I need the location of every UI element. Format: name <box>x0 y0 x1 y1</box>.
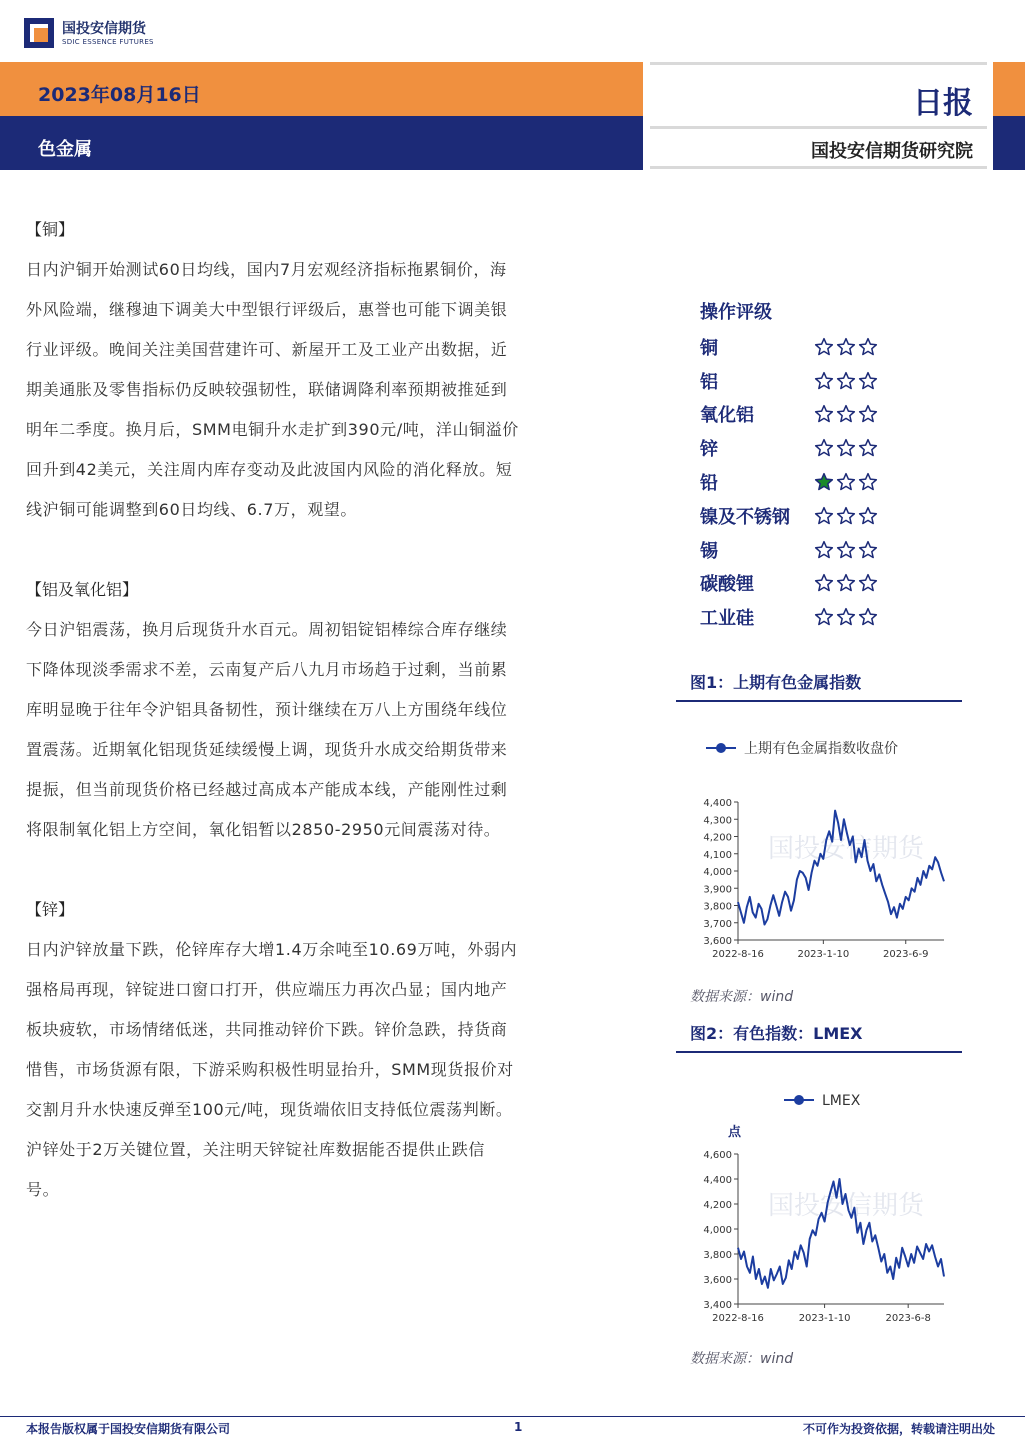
paragraph-line: 回升到42美元，关注周内库存变动及此波国内风险的消化释放。短 <box>26 460 513 479</box>
rating-row <box>674 364 964 398</box>
x-tick-label: 2022-8-16 <box>712 1313 764 1324</box>
rating-row <box>674 398 964 432</box>
logo-text-cn: 国投安信期货 <box>62 21 146 37</box>
x-tick-label: 2023-6-8 <box>885 1313 931 1324</box>
x-tick-label: 2023-6-9 <box>883 949 929 960</box>
y-axis-label: 点 <box>728 1125 742 1140</box>
star-outline-icon <box>836 438 856 458</box>
rating-commodity: 铜 <box>700 337 718 359</box>
chart-legend <box>706 740 898 757</box>
figure-1-source: 数据来源：wind <box>690 989 794 1005</box>
doc-type-title: 日报 <box>913 86 973 121</box>
section-gap <box>26 850 611 890</box>
report-date: 2023年08月16日 <box>38 84 201 106</box>
series-line <box>738 811 944 925</box>
rating-commodity: 锡 <box>700 540 718 562</box>
company-logo <box>24 16 174 54</box>
star-outline-icon <box>858 573 878 593</box>
header-corner-orange <box>993 62 1025 116</box>
rating-stars <box>814 506 878 526</box>
rating-row <box>674 567 964 601</box>
paragraph-line: 库明显晚于往年令沪铝具备韧性，预计继续在万八上方围绕年线位 <box>26 700 508 719</box>
paragraph-line: 号。 <box>26 1180 60 1199</box>
y-tick-label: 3,600 <box>703 1275 732 1286</box>
rating-stars <box>814 607 878 627</box>
rating-stars <box>814 472 878 492</box>
star-outline-icon <box>858 337 878 357</box>
section-zinc <box>26 890 611 1210</box>
paragraph-line: 强格局再现，锌锭进口窗口打开，供应端压力再次凸显；国内地产 <box>26 980 508 999</box>
chart-legend <box>784 1093 861 1109</box>
paragraph-line: 将限制氧化铝上方空间，氧化铝暂以2850-2950元间震荡对待。 <box>26 820 501 839</box>
x-tick-label: 2023-1-10 <box>797 949 850 960</box>
paragraph-line: 外风险端，继穆迪下调美大中型银行评级后，惠誉也可能下调美银 <box>26 300 508 319</box>
rating-commodity: 锌 <box>700 439 718 461</box>
paragraph-line: 行业评级。晚间关注美国营建许可、新屋开工及工业产出数据，近 <box>26 340 508 359</box>
y-tick-label: 3,800 <box>703 1250 732 1261</box>
star-outline-icon <box>858 506 878 526</box>
figure-2-title: 图2：有色指数：LMEX <box>690 1024 863 1043</box>
rating-row <box>674 330 964 364</box>
footer-copyright: 本报告版权属于国投安信期货有限公司 <box>26 1422 231 1436</box>
star-outline-icon <box>858 371 878 391</box>
y-tick-label: 4,300 <box>703 815 732 827</box>
logo-mark-icon <box>24 18 54 48</box>
rating-stars <box>814 540 878 560</box>
paragraph-line: 板块疲软，市场情绪低迷，共同推动锌价下跌。锌价急跌，持货商 <box>26 1020 508 1039</box>
paragraph-line: 沪锌处于2万关键位置，关注明天锌锭社库数据能否提供止跌信 <box>26 1140 485 1159</box>
x-tick-label: 2023-1-10 <box>798 1313 851 1324</box>
footer-disclaimer: 不可作为投资依据，转载请注明出处 <box>802 1422 995 1436</box>
rating-commodity: 氧化铝 <box>700 405 754 427</box>
paragraph-line: 交割月升水快速反弹至100元/吨，现货端依旧支持低位震荡判断。 <box>26 1100 513 1119</box>
y-tick-label: 3,900 <box>703 884 732 896</box>
y-tick-label: 4,100 <box>703 849 732 861</box>
paragraph-line: 日内沪铜开始测试60日均线，国内7月宏观经济指标拖累铜价，海 <box>26 260 507 279</box>
report-sector: 色金属 <box>38 139 92 160</box>
section-gap <box>26 530 611 570</box>
footer-rule <box>0 1416 1025 1417</box>
main-content <box>26 210 611 1210</box>
star-outline-icon <box>858 540 878 560</box>
figure-1-title: 图1：上期有色金属指数 <box>690 673 862 692</box>
chart-watermark: 国投安信期货 <box>768 834 925 865</box>
footer-page-number: 1 <box>514 1420 523 1434</box>
star-outline-icon <box>836 540 856 560</box>
figure-1-chart <box>676 728 976 998</box>
figure-2-chart <box>676 1080 976 1350</box>
section-title: 【锌】 <box>26 900 75 919</box>
paragraph-line: 线沪铜可能调整到60日均线、6.7万，观望。 <box>26 500 358 519</box>
star-outline-icon <box>814 573 834 593</box>
rating-row <box>674 600 964 634</box>
star-outline-icon <box>814 540 834 560</box>
y-tick-label: 4,200 <box>703 1200 732 1211</box>
rating-row <box>674 465 964 499</box>
star-outline-icon <box>858 607 878 627</box>
star-outline-icon <box>836 404 856 424</box>
star-outline-icon <box>836 371 856 391</box>
rating-commodity: 铅 <box>700 473 718 495</box>
rating-stars <box>814 404 878 424</box>
paragraph-line: 今日沪铝震荡，换月后现货升水百元。周初铝锭铝棒综合库存继续 <box>26 620 508 639</box>
y-tick-label: 4,000 <box>703 1225 732 1236</box>
rating-stars <box>814 337 878 357</box>
y-tick-label: 4,600 <box>703 1150 732 1161</box>
star-outline-icon <box>858 472 878 492</box>
figure-1-rule <box>676 700 962 702</box>
chart-watermark: 国投安信期货 <box>768 1191 925 1221</box>
section-title: 【铜】 <box>26 220 75 239</box>
legend-marker <box>794 1095 804 1105</box>
header-corner-blue <box>993 116 1025 170</box>
header-divider <box>650 126 987 129</box>
legend-marker <box>716 743 726 753</box>
star-outline-icon <box>836 607 856 627</box>
section-copper <box>26 210 611 530</box>
section-aluminium <box>26 570 611 850</box>
rating-stars <box>814 371 878 391</box>
star-outline-icon <box>814 371 834 391</box>
star-outline-icon <box>836 573 856 593</box>
star-outline-icon <box>814 337 834 357</box>
paragraph-line: 置震荡。近期氧化铝现货延续缓慢上调，现货升水成交给期货带来 <box>26 740 508 759</box>
star-outline-icon <box>814 607 834 627</box>
y-tick-label: 3,600 <box>703 936 732 947</box>
star-outline-icon <box>836 337 856 357</box>
rating-heading: 操作评级 <box>700 302 772 323</box>
header-divider <box>650 166 987 169</box>
paragraph-line: 日内沪锌放量下跌，伦锌库存大增1.4万余吨至10.69万吨，外弱内 <box>26 940 518 959</box>
x-tick-label: 2022-8-16 <box>712 949 764 960</box>
paragraph-line: 惜售，市场货源有限，下游采购积极性明显抬升，SMM现货报价对 <box>26 1060 514 1079</box>
y-tick-label: 4,200 <box>703 832 732 844</box>
star-outline-icon <box>836 472 856 492</box>
logo-text-en: SDIC ESSENCE FUTURES <box>62 38 154 46</box>
star-outline-icon <box>836 506 856 526</box>
y-tick-label: 4,400 <box>703 1175 732 1186</box>
rating-commodity: 工业硅 <box>700 608 754 630</box>
star-filled-icon <box>814 472 834 492</box>
institute-name: 国投安信期货研究院 <box>811 141 973 162</box>
legend-label: 上期有色金属指数收盘价 <box>744 741 898 757</box>
section-title: 【铝及氧化铝】 <box>26 580 139 599</box>
rating-row <box>674 533 964 567</box>
rating-commodity: 镍及不锈钢 <box>700 506 790 528</box>
y-tick-label: 3,700 <box>703 918 732 930</box>
star-outline-icon <box>814 438 834 458</box>
rating-commodity: 铝 <box>700 371 718 393</box>
y-tick-label: 3,800 <box>703 901 732 913</box>
legend-label: LMEX <box>822 1093 861 1109</box>
figure-2-source: 数据来源：wind <box>690 1351 794 1367</box>
star-outline-icon <box>814 506 834 526</box>
star-outline-icon <box>858 438 878 458</box>
header-band-blue <box>0 116 643 170</box>
paragraph-line: 提振，但当前现货价格已经越过高成本产能成本线，产能刚性过剩 <box>26 780 508 799</box>
y-tick-label: 4,000 <box>703 867 732 878</box>
rating-commodity: 碳酸锂 <box>700 574 754 596</box>
rating-stars <box>814 438 878 458</box>
header-divider <box>650 62 987 65</box>
y-tick-label: 4,400 <box>703 798 732 809</box>
star-outline-icon <box>858 404 878 424</box>
star-outline-icon <box>814 404 834 424</box>
paragraph-line: 明年二季度。换月后，SMM电铜升水走扩到390元/吨，洋山铜溢价 <box>26 420 519 439</box>
figure-2-rule <box>676 1051 962 1053</box>
rating-row <box>674 499 964 533</box>
paragraph-line: 期美通胀及零售指标仍反映较强韧性，联储调降利率预期被推延到 <box>26 380 508 399</box>
rating-stars <box>814 573 878 593</box>
rating-panel <box>674 296 964 634</box>
rating-row <box>674 431 964 465</box>
y-tick-label: 3,400 <box>703 1300 732 1311</box>
paragraph-line: 下降体现淡季需求不差，云南复产后八九月市场趋于过剩，当前累 <box>26 660 508 679</box>
